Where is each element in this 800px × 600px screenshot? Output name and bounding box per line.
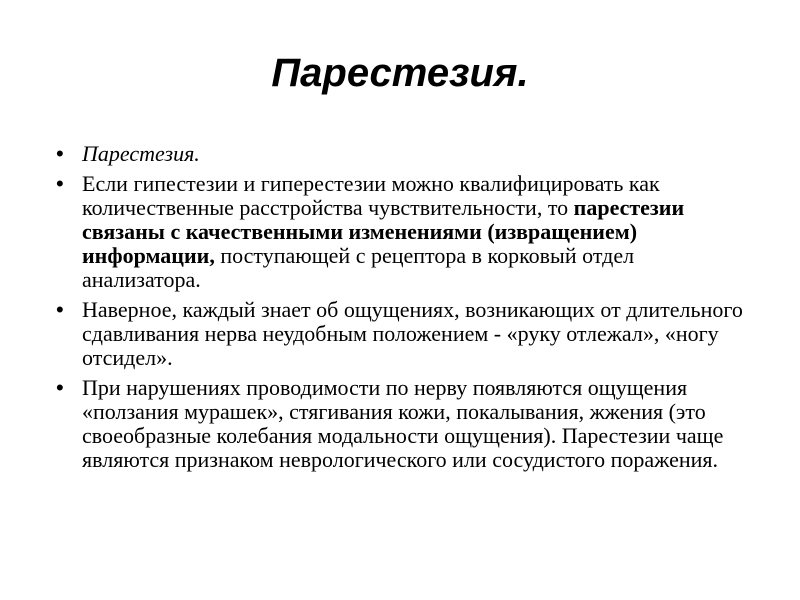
bullet-item bbox=[52, 172, 752, 292]
bullet-text: Наверное, каждый знает об ощущениях, возникающих от длительного сдавливания нерва неудобным положением - «руку отлежал», «ногу отсидел». bbox=[82, 297, 743, 370]
bullet-marker: • bbox=[56, 141, 64, 166]
bullet-text: Если гипестезии и гиперестезии можно квалифицировать как количественные расстройства чувствительности, то bbox=[82, 171, 660, 220]
bullet-marker: • bbox=[56, 297, 64, 322]
bullet-item bbox=[52, 298, 752, 370]
bullet-item bbox=[52, 142, 752, 166]
bullet-marker: • bbox=[56, 375, 64, 400]
bullet-text-emphasis: парестезии связаны с качественными изменениями (извращением) информации, bbox=[82, 195, 685, 268]
bullet-text: поступающей с рецептора в корковый отдел анализатора. bbox=[82, 243, 635, 292]
bullet-list bbox=[52, 142, 752, 478]
bullet-marker: • bbox=[56, 171, 64, 196]
bullet-item bbox=[52, 376, 752, 472]
slide-title: Парестезия. bbox=[271, 51, 529, 95]
bullet-text: Парестезия. bbox=[82, 141, 200, 166]
bullet-text: При нарушениях проводимости по нерву появляются ощущения «ползания мурашек», стягивания кожи, покалывания, жжения (это своеобразные колебания модальности ощущения). Парестезии чаще являются признаком неврологического или сосудистого поражения. bbox=[82, 375, 724, 472]
